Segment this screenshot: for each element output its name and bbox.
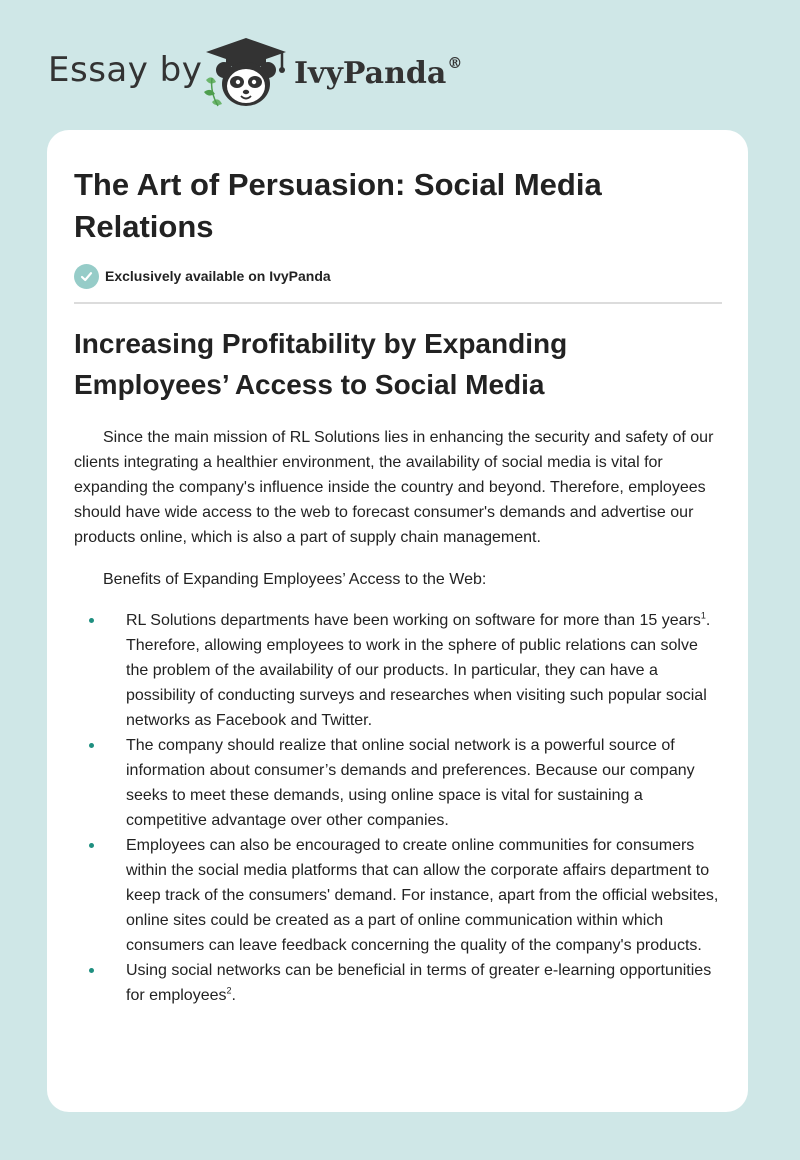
essay-card	[47, 130, 748, 1112]
list-item	[74, 608, 724, 733]
bullet-text: RL Solutions departments have been working on software for more than 15 years	[126, 612, 701, 629]
bullet-text: Employees can also be encouraged to create online communities for consumers within the social media platforms that can allow the corporate affairs department to keep track of the consumers' demand. For instance, apart from the official websites, online sites could be created as a part of online communication within which consumers can leave feedback concerning the quality of the company's products.	[126, 837, 719, 954]
list-item	[74, 833, 724, 958]
brand-name[interactable]	[294, 56, 462, 91]
check-icon	[74, 264, 99, 289]
list-item	[74, 958, 724, 1008]
brand-name-text: IvyPanda	[294, 56, 447, 91]
footnote-1[interactable]: 1	[700, 610, 706, 621]
intro-paragraph: Since the main mission of RL Solutions lies in enhancing the security and safety of our clients integrating a healthier environment, the availability of social media is vital for expanding the company's influence inside the country and beyond. Therefore, employees should have wide access to the web to forecast consumer's demands and advertise our products online, which is also a part of supply chain management.	[74, 429, 714, 546]
bullet-text: Using social networks can be beneficial in terms of greater e-learning opportunities for employees	[126, 962, 712, 1004]
list-item	[74, 733, 724, 833]
registered-mark: ®	[447, 54, 463, 72]
footnote-2[interactable]: 2	[226, 985, 232, 996]
site-header	[0, 0, 800, 130]
section-heading: Increasing Profitability by Expanding Employees’ Access to Social Media	[74, 328, 568, 400]
ivypanda-logo-icon[interactable]	[202, 36, 290, 110]
benefits-intro: Benefits of Expanding Employees’ Access to the Web:	[103, 571, 487, 588]
benefits-list	[74, 608, 724, 1008]
exclusive-badge	[74, 263, 331, 289]
divider	[74, 302, 722, 304]
exclusive-label: Exclusively available on IvyPanda	[105, 268, 331, 284]
bullet-text-continued: .	[231, 987, 236, 1004]
essay-body	[74, 425, 724, 1008]
essay-by-label: Essay by	[48, 50, 203, 90]
bullet-text-continued: . Therefore, allowing employees to work in the sphere of public relations can solve the problem of the availability of our products. In particular, they can have a possibility of conducting surveys and researches when visiting such popular social networks as Facebook and Twitter.	[126, 612, 711, 729]
document-title: The Art of Persuasion: Social Media Relations	[74, 167, 602, 244]
bullet-text: The company should realize that online social network is a powerful source of information about consumer’s demands and preferences. Because our company seeks to meet these demands, using online space is vital for sustaining a competitive advantage over other companies.	[126, 737, 695, 829]
